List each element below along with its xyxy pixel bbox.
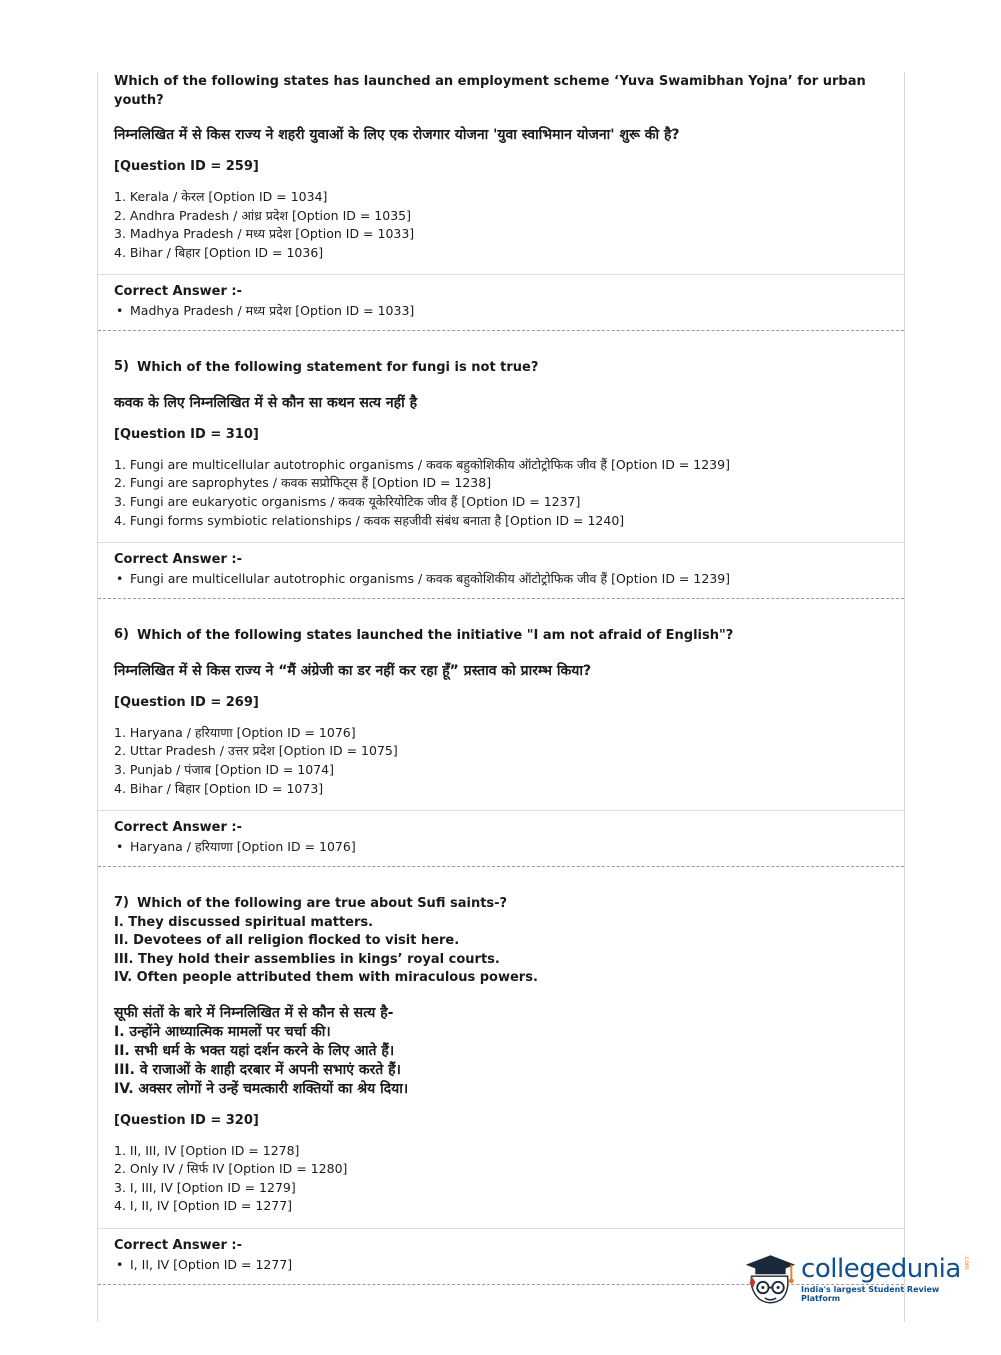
option-item: 2. Uttar Pradesh / उत्तर प्रदेश [Option ID = 1075] [114,743,398,759]
statement-line: I. They discussed spiritual matters. [114,914,374,930]
question-separator [98,866,904,867]
question-text-en: Which of the following are true about Sufi saints-? [137,896,508,912]
statements-hi [114,1004,888,1099]
question-paper-page [97,72,905,1322]
question-id: [Question ID = 320] [114,1112,259,1128]
correct-answer-label: Correct Answer :- [114,1238,242,1253]
question-text-en: Which of the following states launched the initiative "I am not afraid of English"? [137,628,734,644]
correct-answer-item [114,569,888,589]
correct-answer-text: Haryana / हरियाणा [Option ID = 1076] [130,839,356,855]
correct-answer-label: Correct Answer :- [114,820,242,836]
option-item: 3. Punjab / पंजाब [Option ID = 1074] [114,761,334,777]
statement-line: III. They hold their assemblies in kings’ royal courts. [114,951,500,967]
bullet-icon: • [116,839,124,855]
logo-suffix: .com [962,1255,970,1270]
question-block-310 [98,359,904,599]
option-item: 3. I, III, IV [Option ID = 1279] [114,1179,296,1195]
correct-answer-text: I, II, IV [Option ID = 1277] [130,1257,293,1272]
question-number: 6) [114,627,129,643]
option-item: 4. I, II, IV [Option ID = 1277] [114,1198,293,1214]
statements-en [114,914,888,988]
question-number: 7) [114,895,129,911]
bullet-icon: • [116,571,124,587]
option-item: 1. Kerala / केरल [Option ID = 1034] [114,189,328,204]
option-item: 4. Fungi forms symbiotic relationships / कवक सहजीवी संबंध बनाता है [Option ID = 1240] [114,512,625,528]
statement-line: IV. अक्सर लोगों ने उन्हें चमत्कारी शक्तियों का श्रेय दिया। [114,1080,409,1097]
logo-text [801,1255,972,1303]
logo-tagline: India's largest Student Review Platform [801,1285,940,1303]
options-list [114,724,888,798]
correct-answer-label: Correct Answer :- [114,284,242,300]
correct-answer-section [98,543,904,589]
correct-answer-section [98,275,904,321]
question-block-269 [98,627,904,867]
correct-answer-section [98,811,904,857]
mascot-icon [742,1250,797,1308]
option-item: 3. Fungi are eukaryotic organisms / कवक यूकेरियोटिक जीव हैं [Option ID = 1237] [114,494,581,510]
option-item: 3. Madhya Pradesh / मध्य प्रदेश [Option ID = 1033] [114,226,415,242]
logo-brand: collegedunia [801,1254,961,1284]
bullet-icon: • [116,303,124,319]
correct-answer-item [114,301,888,321]
question-block-320 [98,895,904,1285]
question-text-en: Which of the following statement for fungi is not true? [137,360,539,376]
option-item: 2. Fungi are saprophytes / कवक सप्रोफिट्स हैं [Option ID = 1238] [114,475,492,491]
question-text-hi: निम्नलिखित में से किस राज्य ने “मैं अंग्रेजी का डर नहीं कर रहा हूँ” प्रस्ताव को प्रारम्भ किया? [114,662,592,679]
question-id: [Question ID = 269] [114,694,259,710]
statement-line: I. उन्होंने आध्यात्मिक मामलों पर चर्चा की। [114,1023,331,1040]
option-item: 1. II, III, IV [Option ID = 1278] [114,1142,300,1158]
options-list [114,188,888,262]
option-item: 1. Fungi are multicellular autotrophic organisms / कवक बहुकोशिकीय ऑटोट्रोफिक जीव हैं [Option ID = 1239] [114,456,730,472]
option-item: 2. Andhra Pradesh / आंध्र प्रदेश [Option ID = 1035] [114,207,411,223]
bullet-icon: • [116,1257,124,1272]
question-block-259 [98,73,904,331]
option-item: 4. Bihar / बिहार [Option ID = 1073] [114,780,324,796]
question-id: [Question ID = 310] [114,426,259,442]
question-text-hi: कवक के लिए निम्नलिखित में से कौन सा कथन सत्य नहीं है [114,394,418,411]
correct-answer-text: Madhya Pradesh / मध्य प्रदेश [Option ID = 1033] [130,303,415,319]
option-item: 2. Only IV / सिर्फ IV [Option ID = 1280] [114,1161,348,1177]
question-text-hi: सूफी संतों के बारे में निम्नलिखित में से कौन से सत्य है- [114,1004,394,1021]
question-header [114,359,888,378]
question-separator [98,598,904,599]
correct-answer-label: Correct Answer :- [114,552,242,568]
option-item: 1. Haryana / हरियाणा [Option ID = 1076] [114,724,356,740]
statement-line: III. वे राजाओं के शाही दरबार में अपनी सभाएं करते हैं। [114,1061,401,1078]
question-number: 5) [114,359,129,375]
question-separator [98,330,904,331]
question-id: [Question ID = 259] [114,159,259,174]
option-item: 4. Bihar / बिहार [Option ID = 1036] [114,244,324,260]
statement-line: II. Devotees of all religion flocked to visit here. [114,933,460,949]
collegedunia-logo[interactable] [742,1248,972,1310]
question-header [114,895,888,914]
correct-answer-text: Fungi are multicellular autotrophic organisms / कवक बहुकोशिकीय ऑटोट्रोफिक जीव हैं [Option ID = 1239] [130,571,731,587]
correct-answer-item [114,837,888,857]
question-text-en: Which of the following states has launched an employment scheme ‘Yuva Swamibhan Yojna’ for urban youth? [114,74,866,108]
statement-line: IV. Often people attributed them with miraculous powers. [114,970,538,986]
statement-line: II. सभी धर्म के भक्त यहां दर्शन करने के लिए आते हैं। [114,1042,395,1059]
options-list [114,1142,888,1216]
question-header [114,627,888,646]
question-text-hi: निम्नलिखित में से किस राज्य ने शहरी युवाओं के लिए एक रोजगार योजना 'युवा स्वाभिमान योजना' शुरू की है? [114,127,680,143]
options-list [114,456,888,530]
